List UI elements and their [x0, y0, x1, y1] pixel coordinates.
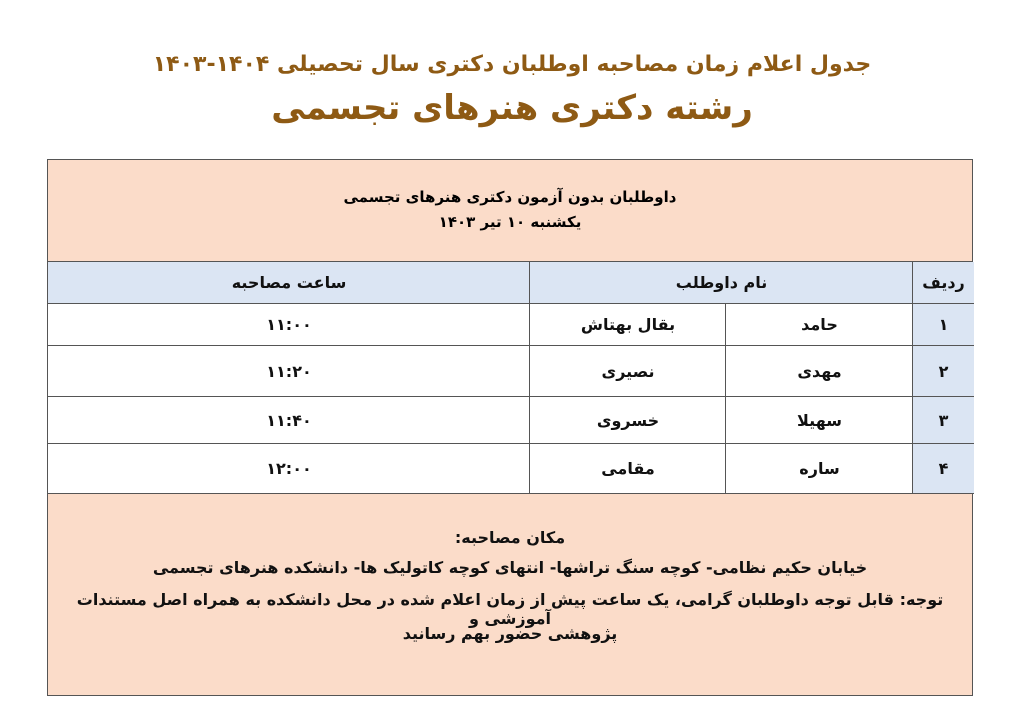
table-caption	[48, 160, 972, 262]
row-number: ۲	[913, 346, 974, 397]
last-name: مقامی	[530, 444, 726, 494]
first-name: سهیلا	[726, 397, 913, 444]
row-number: ۴	[913, 444, 974, 494]
location-address: خیابان حکیم نظامی- کوچه سنگ تراشها- انتهای کوچه کاتولیک ها- دانشکده هنرهای تجسمی	[152, 558, 868, 577]
interview-time: ۱۱:۴۰	[48, 397, 530, 444]
schedule-table	[47, 159, 973, 696]
note-text-continued: پژوهشی حضور بهم رسانید	[402, 624, 618, 643]
first-name: حامد	[726, 304, 913, 346]
caption-group: داوطلبان بدون آزمون دکتری هنرهای تجسمی	[343, 188, 677, 206]
caption-date: یکشنبه ۱۰ تیر ۱۴۰۳	[438, 213, 582, 231]
last-name: بقال بهتاش	[530, 304, 726, 346]
interview-time: ۱۲:۰۰	[48, 444, 530, 494]
column-divider	[529, 262, 530, 494]
interview-time: ۱۱:۲۰	[48, 346, 530, 397]
column-header-name: نام داوطلب	[530, 262, 913, 304]
location-title: مکان مصاحبه:	[454, 528, 566, 547]
column-header-row: ردیف	[913, 262, 974, 304]
interview-info	[48, 494, 972, 695]
row-number: ۳	[913, 397, 974, 444]
note-text: توجه: قابل توجه داوطلبان گرامی، یک ساعت پیش از زمان اعلام شده در محل دانشکده به همراه اصل مستندات آموزشی و	[76, 590, 944, 628]
row-number: ۱	[913, 304, 974, 346]
document-subtitle: رشته دکتری هنرهای تجسمی	[271, 88, 753, 128]
first-name: مهدی	[726, 346, 913, 397]
column-divider	[912, 262, 913, 494]
column-header-time: ساعت مصاحبه	[48, 262, 530, 304]
document-title: جدول اعلام زمان مصاحبه اوطلبان دکتری سال تحصیلی ۱۴۰۴-۱۴۰۳	[152, 52, 872, 77]
column-divider	[725, 304, 726, 494]
last-name: خسروی	[530, 397, 726, 444]
first-name: ساره	[726, 444, 913, 494]
last-name: نصیری	[530, 346, 726, 397]
interview-time: ۱۱:۰۰	[48, 304, 530, 346]
